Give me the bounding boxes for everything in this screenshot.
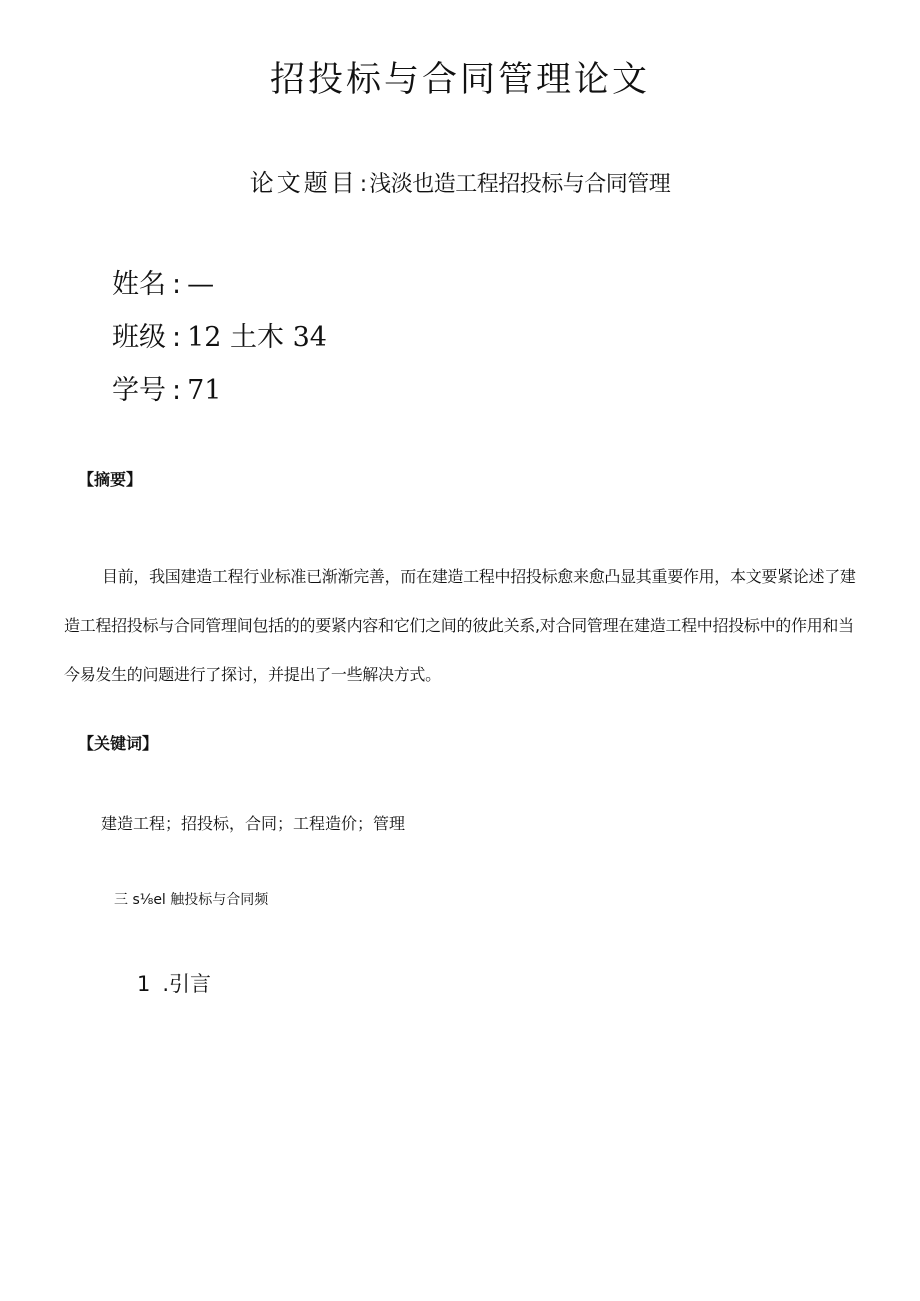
section-number: 1 xyxy=(137,972,151,996)
keywords-heading: 【关键词】 xyxy=(78,734,159,753)
thesis-topic-separator: : xyxy=(359,172,368,197)
student-class-label: 班级 xyxy=(112,322,166,353)
student-id-label: 学号 xyxy=(112,375,166,406)
abstract-text: 目前，我国建造工程行业标准已渐渐完善，而在建造工程中招投标愈来愈凸显其重要作用，本文要紧论述了建造工程招投标与合同管理间包括的的要紧内容和它们之间的彼此关系,对合同管理在建造工程中招投标中的作用和当今易发生的问题进行了探讨，并提出了一些解决方式。 xyxy=(64,567,856,684)
thesis-topic-value: 浅淡也造工程招投标与合同管理 xyxy=(369,172,671,197)
student-class-separator: : xyxy=(172,322,182,353)
abstract-paragraph xyxy=(64,552,864,699)
student-id-value: 71 xyxy=(187,375,222,406)
thesis-topic-label: 论文题目 xyxy=(249,169,358,197)
abstract-heading: 【摘要】 xyxy=(78,470,143,489)
section-introduction-heading xyxy=(137,968,211,998)
document-title: 招投标与合同管理论文 xyxy=(269,60,650,100)
student-name-separator: : xyxy=(172,269,182,300)
section-title: .引言 xyxy=(162,972,212,996)
student-name-label: 姓名 xyxy=(112,269,166,300)
student-class-row xyxy=(112,315,327,354)
keywords-text: 建造工程；招投标，合同；工程造价；管理 xyxy=(101,814,406,833)
garbled-heading-line: 三 s⅛el 触投标与合同频 xyxy=(114,892,269,908)
student-name-row xyxy=(112,262,214,301)
student-id-separator: : xyxy=(172,375,182,406)
student-class-value: 12 土木 34 xyxy=(187,322,327,353)
student-id-row xyxy=(112,368,221,407)
thesis-topic xyxy=(0,163,920,198)
student-name-value: — xyxy=(187,269,215,300)
